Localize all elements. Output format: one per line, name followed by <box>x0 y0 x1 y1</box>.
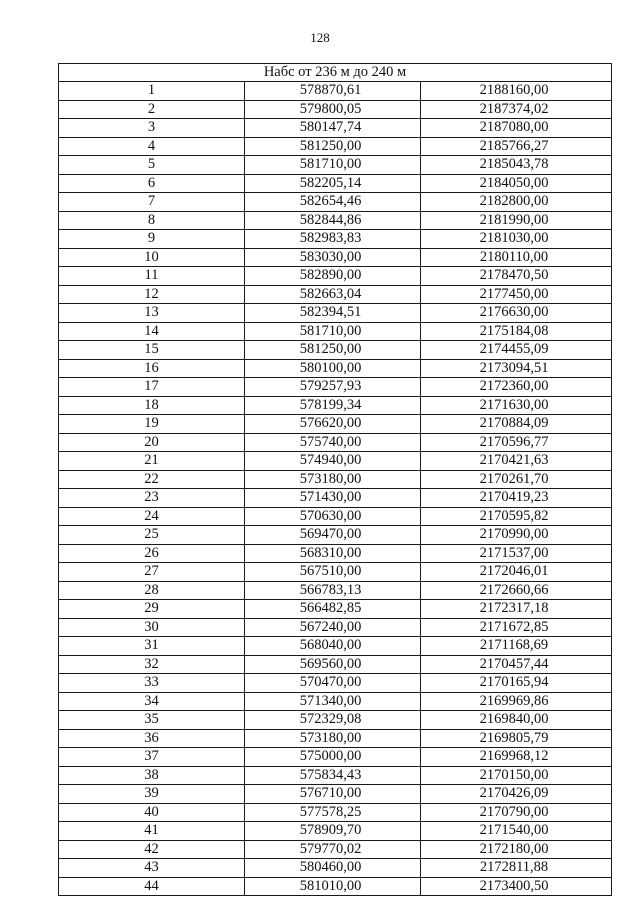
table-row <box>59 415 612 434</box>
table-row <box>59 785 612 804</box>
y-coordinate-cell: 2170990,00 <box>421 526 612 545</box>
x-coordinate-cell: 567510,00 <box>245 563 421 582</box>
point-number-cell: 27 <box>59 563 245 582</box>
table-row <box>59 729 612 748</box>
x-coordinate-cell: 582983,83 <box>245 230 421 249</box>
y-coordinate-cell: 2172660,66 <box>421 581 612 600</box>
point-number-cell: 19 <box>59 415 245 434</box>
point-number-cell: 31 <box>59 637 245 656</box>
x-coordinate-cell: 575834,43 <box>245 766 421 785</box>
table-row <box>59 618 612 637</box>
table-row <box>59 378 612 397</box>
y-coordinate-cell: 2170790,00 <box>421 803 612 822</box>
point-number-cell: 35 <box>59 711 245 730</box>
point-number-cell: 20 <box>59 433 245 452</box>
x-coordinate-cell: 566783,13 <box>245 581 421 600</box>
y-coordinate-cell: 2170165,94 <box>421 674 612 693</box>
y-coordinate-cell: 2178470,50 <box>421 267 612 286</box>
point-number-cell: 12 <box>59 285 245 304</box>
x-coordinate-cell: 580147,74 <box>245 119 421 138</box>
table-row <box>59 82 612 101</box>
point-number-cell: 10 <box>59 248 245 267</box>
coordinates-table-container <box>58 63 611 896</box>
x-coordinate-cell: 581710,00 <box>245 322 421 341</box>
y-coordinate-cell: 2171630,00 <box>421 396 612 415</box>
table-row <box>59 452 612 471</box>
table-row <box>59 396 612 415</box>
table-row <box>59 655 612 674</box>
point-number-cell: 28 <box>59 581 245 600</box>
table-row <box>59 211 612 230</box>
table-row <box>59 433 612 452</box>
point-number-cell: 21 <box>59 452 245 471</box>
x-coordinate-cell: 568040,00 <box>245 637 421 656</box>
y-coordinate-cell: 2181990,00 <box>421 211 612 230</box>
y-coordinate-cell: 2170419,23 <box>421 489 612 508</box>
y-coordinate-cell: 2171537,00 <box>421 544 612 563</box>
table-body <box>59 82 612 896</box>
y-coordinate-cell: 2182800,00 <box>421 193 612 212</box>
table-row <box>59 489 612 508</box>
point-number-cell: 24 <box>59 507 245 526</box>
point-number-cell: 4 <box>59 137 245 156</box>
table-row <box>59 581 612 600</box>
x-coordinate-cell: 571430,00 <box>245 489 421 508</box>
table-row <box>59 526 612 545</box>
y-coordinate-cell: 2185043,78 <box>421 156 612 175</box>
table-row <box>59 563 612 582</box>
x-coordinate-cell: 582844,86 <box>245 211 421 230</box>
point-number-cell: 25 <box>59 526 245 545</box>
table-row <box>59 692 612 711</box>
point-number-cell: 17 <box>59 378 245 397</box>
y-coordinate-cell: 2170421,63 <box>421 452 612 471</box>
y-coordinate-cell: 2171672,85 <box>421 618 612 637</box>
point-number-cell: 15 <box>59 341 245 360</box>
point-number-cell: 26 <box>59 544 245 563</box>
x-coordinate-cell: 576620,00 <box>245 415 421 434</box>
table-row <box>59 341 612 360</box>
table-row <box>59 285 612 304</box>
y-coordinate-cell: 2184050,00 <box>421 174 612 193</box>
point-number-cell: 34 <box>59 692 245 711</box>
point-number-cell: 6 <box>59 174 245 193</box>
x-coordinate-cell: 577578,25 <box>245 803 421 822</box>
y-coordinate-cell: 2169969,86 <box>421 692 612 711</box>
table-row <box>59 674 612 693</box>
x-coordinate-cell: 582654,46 <box>245 193 421 212</box>
x-coordinate-cell: 583030,00 <box>245 248 421 267</box>
y-coordinate-cell: 2170261,70 <box>421 470 612 489</box>
x-coordinate-cell: 581250,00 <box>245 341 421 360</box>
point-number-cell: 42 <box>59 840 245 859</box>
table-row <box>59 137 612 156</box>
point-number-cell: 2 <box>59 100 245 119</box>
point-number-cell: 14 <box>59 322 245 341</box>
y-coordinate-cell: 2172046,01 <box>421 563 612 582</box>
point-number-cell: 29 <box>59 600 245 619</box>
y-coordinate-cell: 2187374,02 <box>421 100 612 119</box>
y-coordinate-cell: 2172811,88 <box>421 859 612 878</box>
x-coordinate-cell: 578870,61 <box>245 82 421 101</box>
point-number-cell: 8 <box>59 211 245 230</box>
point-number-cell: 5 <box>59 156 245 175</box>
table-row <box>59 322 612 341</box>
table-row <box>59 877 612 896</box>
x-coordinate-cell: 575740,00 <box>245 433 421 452</box>
table-row <box>59 359 612 378</box>
table-row <box>59 267 612 286</box>
table-row <box>59 193 612 212</box>
y-coordinate-cell: 2172317,18 <box>421 600 612 619</box>
y-coordinate-cell: 2169968,12 <box>421 748 612 767</box>
y-coordinate-cell: 2171540,00 <box>421 822 612 841</box>
point-number-cell: 22 <box>59 470 245 489</box>
x-coordinate-cell: 582890,00 <box>245 267 421 286</box>
table-row <box>59 230 612 249</box>
table-header-row <box>59 64 612 82</box>
y-coordinate-cell: 2172360,00 <box>421 378 612 397</box>
table-row <box>59 600 612 619</box>
x-coordinate-cell: 574940,00 <box>245 452 421 471</box>
table-row <box>59 156 612 175</box>
page-number: 128 <box>310 30 330 45</box>
table-row <box>59 119 612 138</box>
table-row <box>59 507 612 526</box>
coordinates-table <box>58 63 612 896</box>
point-number-cell: 44 <box>59 877 245 896</box>
x-coordinate-cell: 572329,08 <box>245 711 421 730</box>
table-row <box>59 637 612 656</box>
x-coordinate-cell: 573180,00 <box>245 729 421 748</box>
table-row <box>59 840 612 859</box>
x-coordinate-cell: 570470,00 <box>245 674 421 693</box>
x-coordinate-cell: 566482,85 <box>245 600 421 619</box>
x-coordinate-cell: 567240,00 <box>245 618 421 637</box>
x-coordinate-cell: 579257,93 <box>245 378 421 397</box>
y-coordinate-cell: 2170884,09 <box>421 415 612 434</box>
table-header: Набс от 236 м до 240 м <box>59 64 612 82</box>
point-number-cell: 33 <box>59 674 245 693</box>
x-coordinate-cell: 569560,00 <box>245 655 421 674</box>
x-coordinate-cell: 570630,00 <box>245 507 421 526</box>
x-coordinate-cell: 575000,00 <box>245 748 421 767</box>
point-number-cell: 23 <box>59 489 245 508</box>
y-coordinate-cell: 2170426,09 <box>421 785 612 804</box>
x-coordinate-cell: 568310,00 <box>245 544 421 563</box>
table-row <box>59 304 612 323</box>
point-number-cell: 41 <box>59 822 245 841</box>
table-row <box>59 859 612 878</box>
y-coordinate-cell: 2188160,00 <box>421 82 612 101</box>
x-coordinate-cell: 578909,70 <box>245 822 421 841</box>
point-number-cell: 16 <box>59 359 245 378</box>
y-coordinate-cell: 2170150,00 <box>421 766 612 785</box>
point-number-cell: 11 <box>59 267 245 286</box>
x-coordinate-cell: 576710,00 <box>245 785 421 804</box>
point-number-cell: 1 <box>59 82 245 101</box>
x-coordinate-cell: 581010,00 <box>245 877 421 896</box>
x-coordinate-cell: 580460,00 <box>245 859 421 878</box>
y-coordinate-cell: 2187080,00 <box>421 119 612 138</box>
table-row <box>59 248 612 267</box>
x-coordinate-cell: 580100,00 <box>245 359 421 378</box>
point-number-cell: 3 <box>59 119 245 138</box>
y-coordinate-cell: 2176630,00 <box>421 304 612 323</box>
table-row <box>59 174 612 193</box>
x-coordinate-cell: 573180,00 <box>245 470 421 489</box>
table-row <box>59 470 612 489</box>
y-coordinate-cell: 2174455,09 <box>421 341 612 360</box>
table-row <box>59 544 612 563</box>
table-row <box>59 803 612 822</box>
point-number-cell: 9 <box>59 230 245 249</box>
y-coordinate-cell: 2173400,50 <box>421 877 612 896</box>
x-coordinate-cell: 582394,51 <box>245 304 421 323</box>
y-coordinate-cell: 2170596,77 <box>421 433 612 452</box>
x-coordinate-cell: 581250,00 <box>245 137 421 156</box>
table-row <box>59 766 612 785</box>
table-row <box>59 100 612 119</box>
x-coordinate-cell: 578199,34 <box>245 396 421 415</box>
table-row <box>59 711 612 730</box>
y-coordinate-cell: 2169840,00 <box>421 711 612 730</box>
point-number-cell: 39 <box>59 785 245 804</box>
x-coordinate-cell: 579800,05 <box>245 100 421 119</box>
point-number-cell: 38 <box>59 766 245 785</box>
y-coordinate-cell: 2175184,08 <box>421 322 612 341</box>
point-number-cell: 43 <box>59 859 245 878</box>
point-number-cell: 36 <box>59 729 245 748</box>
x-coordinate-cell: 582205,14 <box>245 174 421 193</box>
y-coordinate-cell: 2169805,79 <box>421 729 612 748</box>
y-coordinate-cell: 2170457,44 <box>421 655 612 674</box>
y-coordinate-cell: 2172180,00 <box>421 840 612 859</box>
y-coordinate-cell: 2173094,51 <box>421 359 612 378</box>
table-row <box>59 748 612 767</box>
point-number-cell: 13 <box>59 304 245 323</box>
y-coordinate-cell: 2170595,82 <box>421 507 612 526</box>
point-number-cell: 18 <box>59 396 245 415</box>
x-coordinate-cell: 581710,00 <box>245 156 421 175</box>
point-number-cell: 32 <box>59 655 245 674</box>
point-number-cell: 30 <box>59 618 245 637</box>
x-coordinate-cell: 582663,04 <box>245 285 421 304</box>
y-coordinate-cell: 2180110,00 <box>421 248 612 267</box>
point-number-cell: 37 <box>59 748 245 767</box>
y-coordinate-cell: 2181030,00 <box>421 230 612 249</box>
point-number-cell: 40 <box>59 803 245 822</box>
y-coordinate-cell: 2171168,69 <box>421 637 612 656</box>
x-coordinate-cell: 579770,02 <box>245 840 421 859</box>
x-coordinate-cell: 571340,00 <box>245 692 421 711</box>
table-row <box>59 822 612 841</box>
point-number-cell: 7 <box>59 193 245 212</box>
y-coordinate-cell: 2185766,27 <box>421 137 612 156</box>
y-coordinate-cell: 2177450,00 <box>421 285 612 304</box>
x-coordinate-cell: 569470,00 <box>245 526 421 545</box>
